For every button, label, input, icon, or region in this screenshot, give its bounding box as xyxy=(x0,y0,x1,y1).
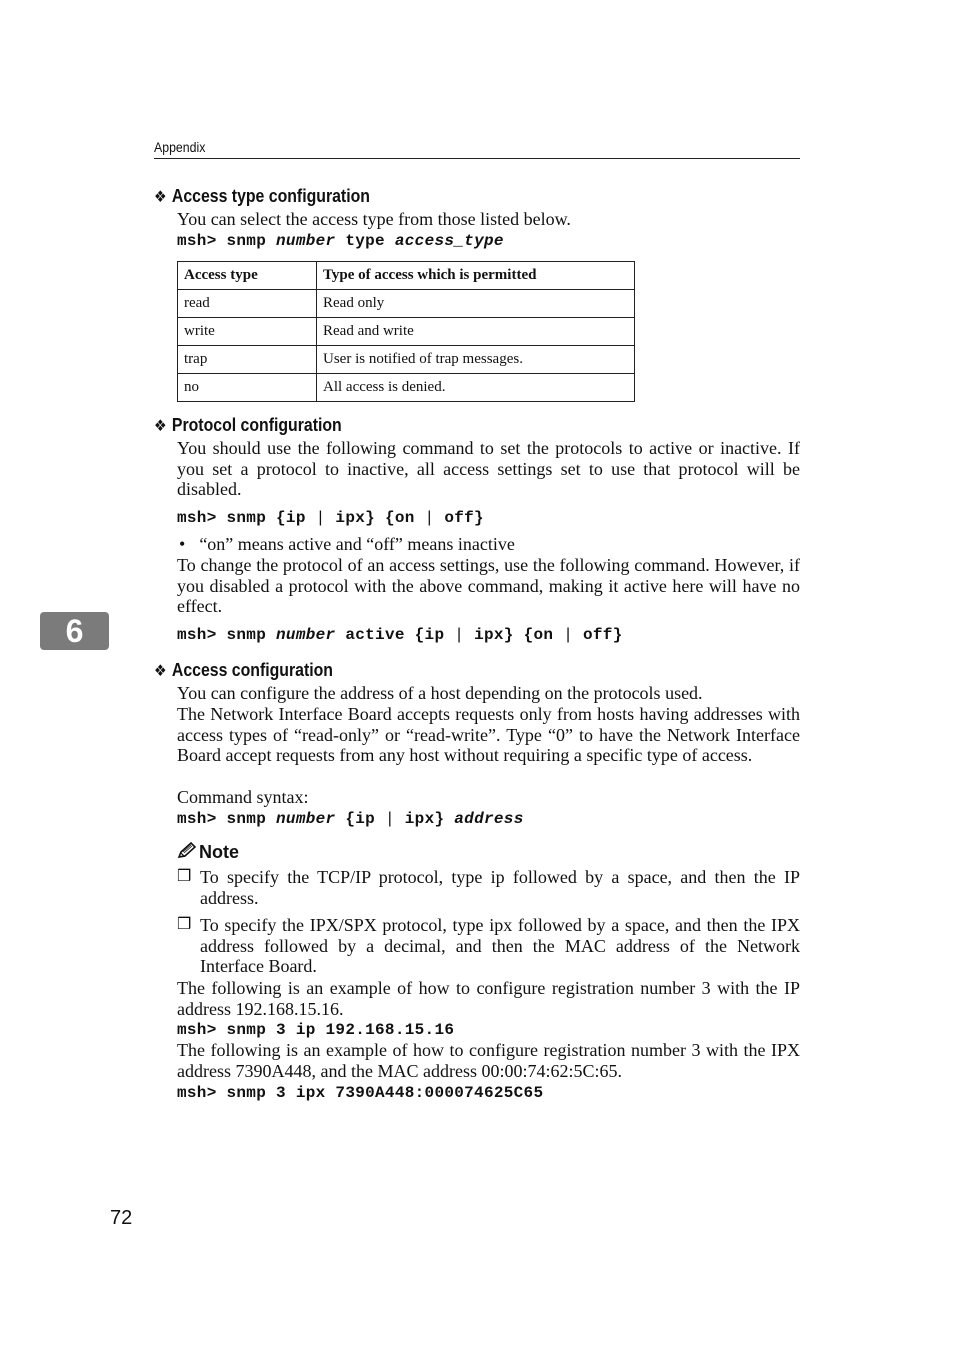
command-line: msh> snmp 3 ipx 7390A448:000074625C65 xyxy=(177,1084,544,1102)
section-heading-access xyxy=(154,660,333,681)
diamond-icon: ❖ xyxy=(154,663,167,680)
note-item: ❒ To specify the TCP/IP protocol, type ip followed by a space, and then the IP address. xyxy=(177,867,800,908)
bullet-icon: • xyxy=(179,534,186,554)
command-line: msh> snmp 3 ip 192.168.15.16 xyxy=(177,1021,455,1039)
table-header-cell: Type of access which is permitted xyxy=(317,262,635,290)
table-cell: no xyxy=(178,374,317,402)
paragraph: Command syntax: xyxy=(177,787,309,807)
note-heading xyxy=(177,842,239,863)
table-cell: All access is denied. xyxy=(317,374,635,402)
diamond-icon: ❖ xyxy=(154,418,167,435)
table-cell: User is notified of trap messages. xyxy=(317,346,635,374)
access-type-table xyxy=(177,261,635,402)
paragraph: The following is an example of how to configure registration number 3 with the IP address 192.168.15.16. xyxy=(177,978,800,1019)
command-line: msh> snmp {ip | ipx} {on | off} xyxy=(177,509,484,527)
table-cell: Read only xyxy=(317,290,635,318)
section-title: Protocol configuration xyxy=(171,415,342,435)
chapter-tab: 6 xyxy=(40,612,109,650)
paragraph: The Network Interface Board accepts requests only from hosts having addresses with access types of “read-only” or “read-write”. Type “0” to have the Network Interface Board accept requests from any host without requiring a specific type of access. xyxy=(177,704,800,766)
section-title: Access configuration xyxy=(171,660,333,680)
checkbox-icon: ❒ xyxy=(177,916,192,933)
note-item: ❒ To specify the IPX/SPX protocol, type ipx followed by a space, and then the IPX address followed by a decimal, and then the MAC address of the Network Interface Board. xyxy=(177,915,800,977)
section-heading-protocol xyxy=(154,415,342,436)
command-line: msh> snmp number type access_type xyxy=(177,232,504,250)
table-row xyxy=(178,318,635,346)
table-row xyxy=(178,346,635,374)
table-cell: write xyxy=(178,318,317,346)
pencil-icon xyxy=(177,842,197,860)
table-cell: trap xyxy=(178,346,317,374)
paragraph: To change the protocol of an access settings, use the following command. However, if you disabled a protocol with the above command, making it active here will have no effect. xyxy=(177,555,800,617)
table-cell: Read and write xyxy=(317,318,635,346)
section-title: Access type configuration xyxy=(171,186,370,206)
table-row xyxy=(178,374,635,402)
paragraph: You can configure the address of a host depending on the protocols used. xyxy=(177,683,703,703)
running-header: Appendix xyxy=(154,139,206,155)
command-line: msh> snmp number {ip | ipx} address xyxy=(177,810,524,828)
table-cell: read xyxy=(178,290,317,318)
diamond-icon: ❖ xyxy=(154,189,167,206)
paragraph: The following is an example of how to configure registration number 3 with the IPX address 7390A448, and the MAC address 00:00:74:62:5C:65. xyxy=(177,1040,800,1081)
header-rule xyxy=(154,158,800,159)
paragraph: You should use the following command to set the protocols to active or inactive. If you set a protocol to inactive, all access settings set to use that protocol will be disabled. xyxy=(177,438,800,500)
paragraph: You can select the access type from those listed below. xyxy=(177,209,571,229)
table-row xyxy=(178,290,635,318)
table-header-row xyxy=(178,262,635,290)
note-title: Note xyxy=(199,842,239,862)
bullet-item: • “on” means active and “off” means inactive xyxy=(179,534,515,554)
table-header-cell: Access type xyxy=(178,262,317,290)
section-heading-access-type xyxy=(154,186,370,207)
command-line: msh> snmp number active {ip | ipx} {on | off} xyxy=(177,626,623,644)
checkbox-icon: ❒ xyxy=(177,868,192,885)
page-number: 72 xyxy=(110,1207,133,1229)
